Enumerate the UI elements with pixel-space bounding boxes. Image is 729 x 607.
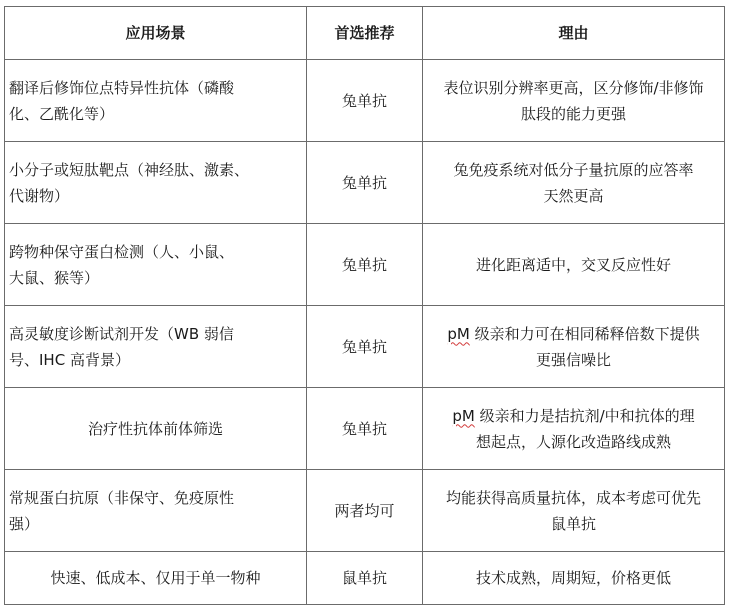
scenario-cell: 小分子或短肽靶点（神经肽、激素、 代谢物） — [5, 142, 307, 224]
recommendation-cell: 兔单抗 — [307, 60, 423, 142]
reason-cell: 表位识别分辨率更高，区分修饰/非修饰 肽段的能力更强 — [423, 60, 725, 142]
recommendation-cell: 兔单抗 — [307, 224, 423, 306]
reason-cell: 兔免疫系统对低分子量抗原的应答率 天然更高 — [423, 142, 725, 224]
table-row — [5, 224, 725, 306]
header-recommendation: 首选推荐 — [307, 7, 423, 60]
scenario-cell: 常规蛋白抗原（非保守、免疫原性 强） — [5, 470, 307, 552]
recommendation-cell: 兔单抗 — [307, 388, 423, 470]
reason-cell: pM 级亲和力是拮抗剂/中和抗体的理 想起点，人源化改造路线成熟 — [423, 388, 725, 470]
table-row — [5, 552, 725, 605]
table-row — [5, 142, 725, 224]
reason-line-with-spellcheck: pM 级亲和力可在相同稀释倍数下提供 — [447, 324, 700, 343]
scenario-cell: 治疗性抗体前体筛选 — [5, 388, 307, 470]
reason-line-with-spellcheck: pM 级亲和力是拮抗剂/中和抗体的理 — [452, 406, 695, 425]
recommendation-cell: 鼠单抗 — [307, 552, 423, 605]
spellcheck-underline: pM — [447, 324, 470, 343]
header-reason: 理由 — [423, 7, 725, 60]
reason-cell: 均能获得高质量抗体，成本考虑可优先 鼠单抗 — [423, 470, 725, 552]
table-row — [5, 60, 725, 142]
scenario-cell: 跨物种保守蛋白检测（人、小鼠、 大鼠、猴等） — [5, 224, 307, 306]
scenario-cell: 快速、低成本、仅用于单一物种 — [5, 552, 307, 605]
table-row — [5, 306, 725, 388]
scenario-cell: 翻译后修饰位点特异性抗体（磷酸 化、乙酰化等） — [5, 60, 307, 142]
recommendation-cell: 兔单抗 — [307, 306, 423, 388]
spellcheck-underline: pM — [452, 406, 475, 425]
reason-cell: 进化距离适中，交叉反应性好 — [423, 224, 725, 306]
reason-cell: pM 级亲和力可在相同稀释倍数下提供 更强信噪比 — [423, 306, 725, 388]
reason-cell: 技术成熟，周期短，价格更低 — [423, 552, 725, 605]
recommendation-cell: 兔单抗 — [307, 142, 423, 224]
table-row — [5, 388, 725, 470]
antibody-selection-table — [4, 6, 725, 605]
recommendation-cell: 两者均可 — [307, 470, 423, 552]
scenario-cell: 高灵敏度诊断试剂开发（WB 弱信 号、IHC 高背景） — [5, 306, 307, 388]
table-row — [5, 470, 725, 552]
header-scenario: 应用场景 — [5, 7, 307, 60]
table-header-row — [5, 7, 725, 60]
comparison-table-container — [4, 6, 724, 605]
